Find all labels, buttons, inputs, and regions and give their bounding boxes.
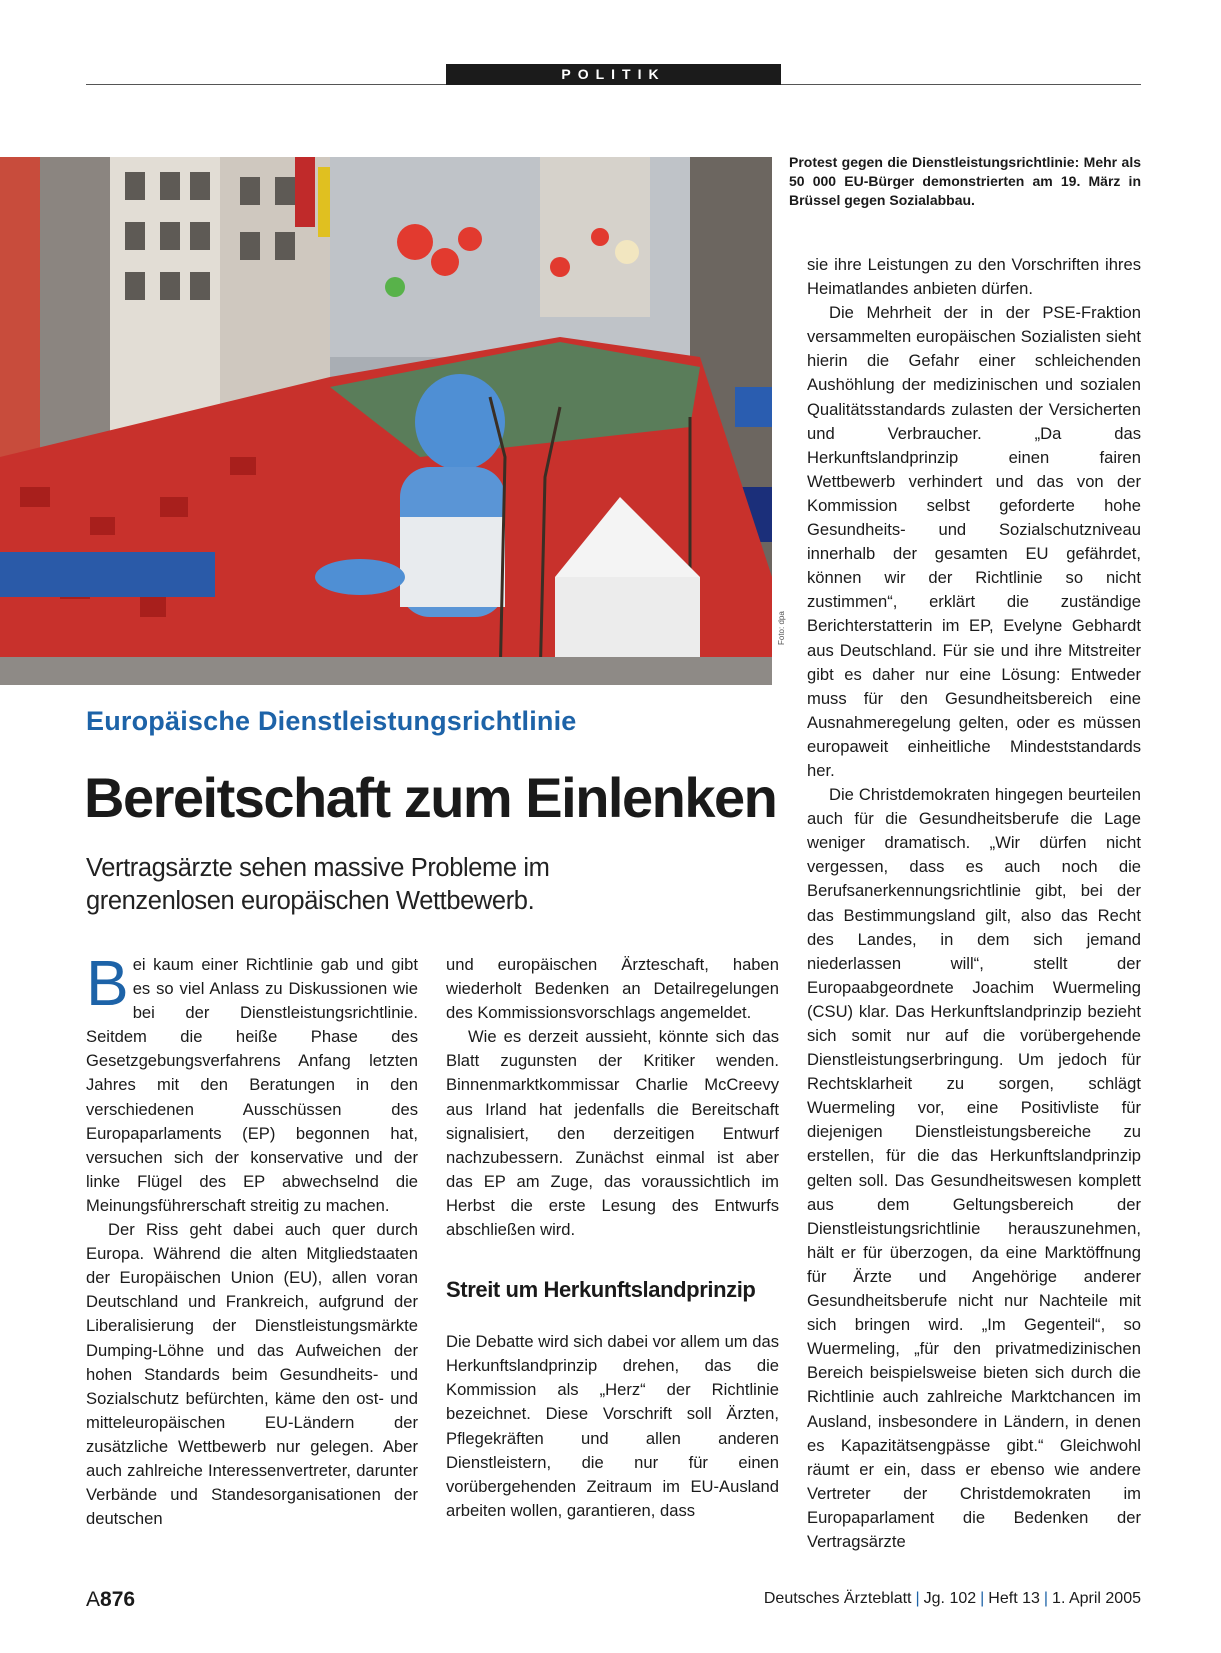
photo-credit: Foto: dpa: [777, 611, 786, 645]
paragraph: Die Debatte wird sich dabei vor allem um das Herkunftslandprinzip drehen, das die Kommission als „Herz“ der Richtlinie bezeichnet. Diese Vorschrift soll Ärzten, Pflegekräften und allen anderen Dienstleistern, die nur für einen vorübergehenden Zeitraum im EU-Ausland arbeiten wollen, garantieren, dass: [446, 1332, 779, 1520]
dropcap: B: [86, 947, 129, 1019]
journal-name: Deutsches Ärzteblatt: [763, 1590, 912, 1607]
journal-issue: Heft 13: [988, 1590, 1040, 1607]
journal-volume: Jg. 102: [923, 1590, 977, 1607]
section-banner: POLITIK: [446, 64, 781, 85]
paragraph: Der Riss geht dabei auch quer durch Europa. Während die alten Mitgliedstaaten der Europäischen Union (EU), allen voran Deutschland und Frankreich, aufgrund der Liberalisierung der Dienstleistungsmärkte Dumping-Löhne und das Aufweichen der hohen Standards beim Gesundheits- und Sozialschutz befürchten, käme den ost- und mitteleuropäischen EU-Ländern der zusätzliche Wettbewerb nur gelegen. Aber auch zahlreiche Interessenvertreter, darunter Verbände und Standesorganisationen der deutschen: [86, 1220, 418, 1529]
paragraph: und europäischen Ärzteschaft, haben wiederholt Bedenken an Detailregelungen des Kommissionsvorschlags angemeldet.: [446, 955, 779, 1023]
journal-footer: Deutsches Ärzteblatt | Jg. 102 | Heft 13 | 1. April 2005: [763, 1590, 1141, 1607]
body-column-3: [807, 253, 1141, 1554]
section-subhead: Streit um Herkunftslandprinzip: [446, 1277, 756, 1303]
journal-date: 1. April 2005: [1052, 1590, 1141, 1607]
protest-photo: [0, 157, 772, 685]
paragraph: Die Christdemokraten hingegen beurteilen auch für die Gesundheitsberufe die Lage weniger dramatisch. „Wir dürfen nicht vergessen, dass es auch noch die Berufsanerkennungsrichtlinie gibt, bei der das Bestimmungsland gilt, also das Recht des Landes, in dem sich jemand niederlassen will“, stellt der Europaabgeordnete Joachim Wuermeling (CSU) klar. Das Herkunftslandprinzip bezieht sich somit nur auf die vorübergehende Dienstleistungserbringung. Um jedoch für Rechtsklarheit zu sorgen, schlägt Wuermeling vor, eine Positivliste für diejenigen Dienstleistungsbereiche zu erstellen, für die das Herkunftslandprinzip gelten soll. Das Gesundheitswesen komplett aus dem Geltungsbereich der Dienstleistungsrichtlinie herauszunehmen, hält er für überzogen, da eine Marktöffnung für Ärzte und Angehörige anderer Gesundheitsberufe nicht nur Nachteile mit sich bringen wird. „Im Gegenteil“, so Wuermeling, „für den privatmedizinischen Bereich beispielsweise bieten sich durch die Richtlinie auch zahlreiche Marktchancen im Ausland, insbesondere in Ländern, in denen es Kapazitätsengpässe gibt.“ Gleichwohl räumt er ein, dass er ebenso wie andere Vertreter der Christdemokraten im Europaparlament die Bedenken der Vertragsärzte: [807, 785, 1141, 1551]
page-number: A876: [86, 1588, 136, 1611]
paragraph: Bei kaum einer Richtlinie gab und gibt es so viel Anlass zu Diskussionen wie bei der Dienstleistungsrichtlinie. Seitdem die heiße Phase des Gesetzgebungsverfahrens Anfang letzten Jahres mit den Beratungen in den verschiedenen Ausschüssen des Europaparlaments (EP) begonnen hat, versuchen sich der konservative und der linke Flügel des EP abwechselnd die Meinungsführerschaft streitig zu machen.: [86, 947, 418, 1215]
paragraph: sie ihre Leistungen zu den Vorschriften ihres Heimatlandes anbieten dürfen.: [807, 255, 1141, 299]
body-column-2: [446, 953, 779, 1523]
body-column-1: [86, 947, 418, 1531]
photo-caption: Protest gegen die Dienstleistungsrichtlinie: Mehr als 50 000 EU-Bürger demonstrierten am 19. März in Brüssel gegen Sozialabbau.: [789, 154, 1141, 208]
article-title: Bereitschaft zum Einlenken: [84, 766, 777, 829]
article-kicker: Europäische Dienstleistungsrichtlinie: [86, 706, 577, 736]
paragraph: Die Mehrheit der in der PSE-Fraktion versammelten europäischen Sozialisten sieht hierin die Gefahr einer schleichenden Aushöhlung der medizinischen und sozialen Qualitätsstandards zulasten der Versicherten und Verbraucher. „Da das Herkunftslandprinzip einen fairen Wettbewerb verhindert und das von der Kommission selbst geforderte hohe Gesundheits- und Sozialschutzniveau innerhalb der gesamten EU gefährdet, können wir der Richtlinie so nicht zustimmen“, erklärt die zuständige Berichterstatterin im EP, Evelyne Gebhardt aus Deutschland. Für sie und ihre Mitstreiter gibt es daher nur eine Lösung: Entweder muss für den Gesundheitsbereich eine Ausnahmeregelung gelten, oder es müssen europaweit einheitliche Mindeststandards her.: [807, 303, 1141, 780]
paragraph: Wie es derzeit aussieht, könnte sich das Blatt zugunsten der Kritiker wenden. Binnenmarktkommissar Charlie McCreevy aus Irland hat jedenfalls die Bereitschaft signalisiert, den derzeitigen Entwurf nachzubessern. Zunächst einmal ist aber das EP am Zuge, das voraussichtlich im Herbst die erste Lesung des Entwurfs abschließen wird.: [446, 1027, 779, 1240]
article-subtitle: Vertragsärzte sehen massive Probleme im grenzenlosen europäischen Wettbewerb.: [86, 854, 550, 915]
protest-photo-illustration: [0, 157, 772, 685]
